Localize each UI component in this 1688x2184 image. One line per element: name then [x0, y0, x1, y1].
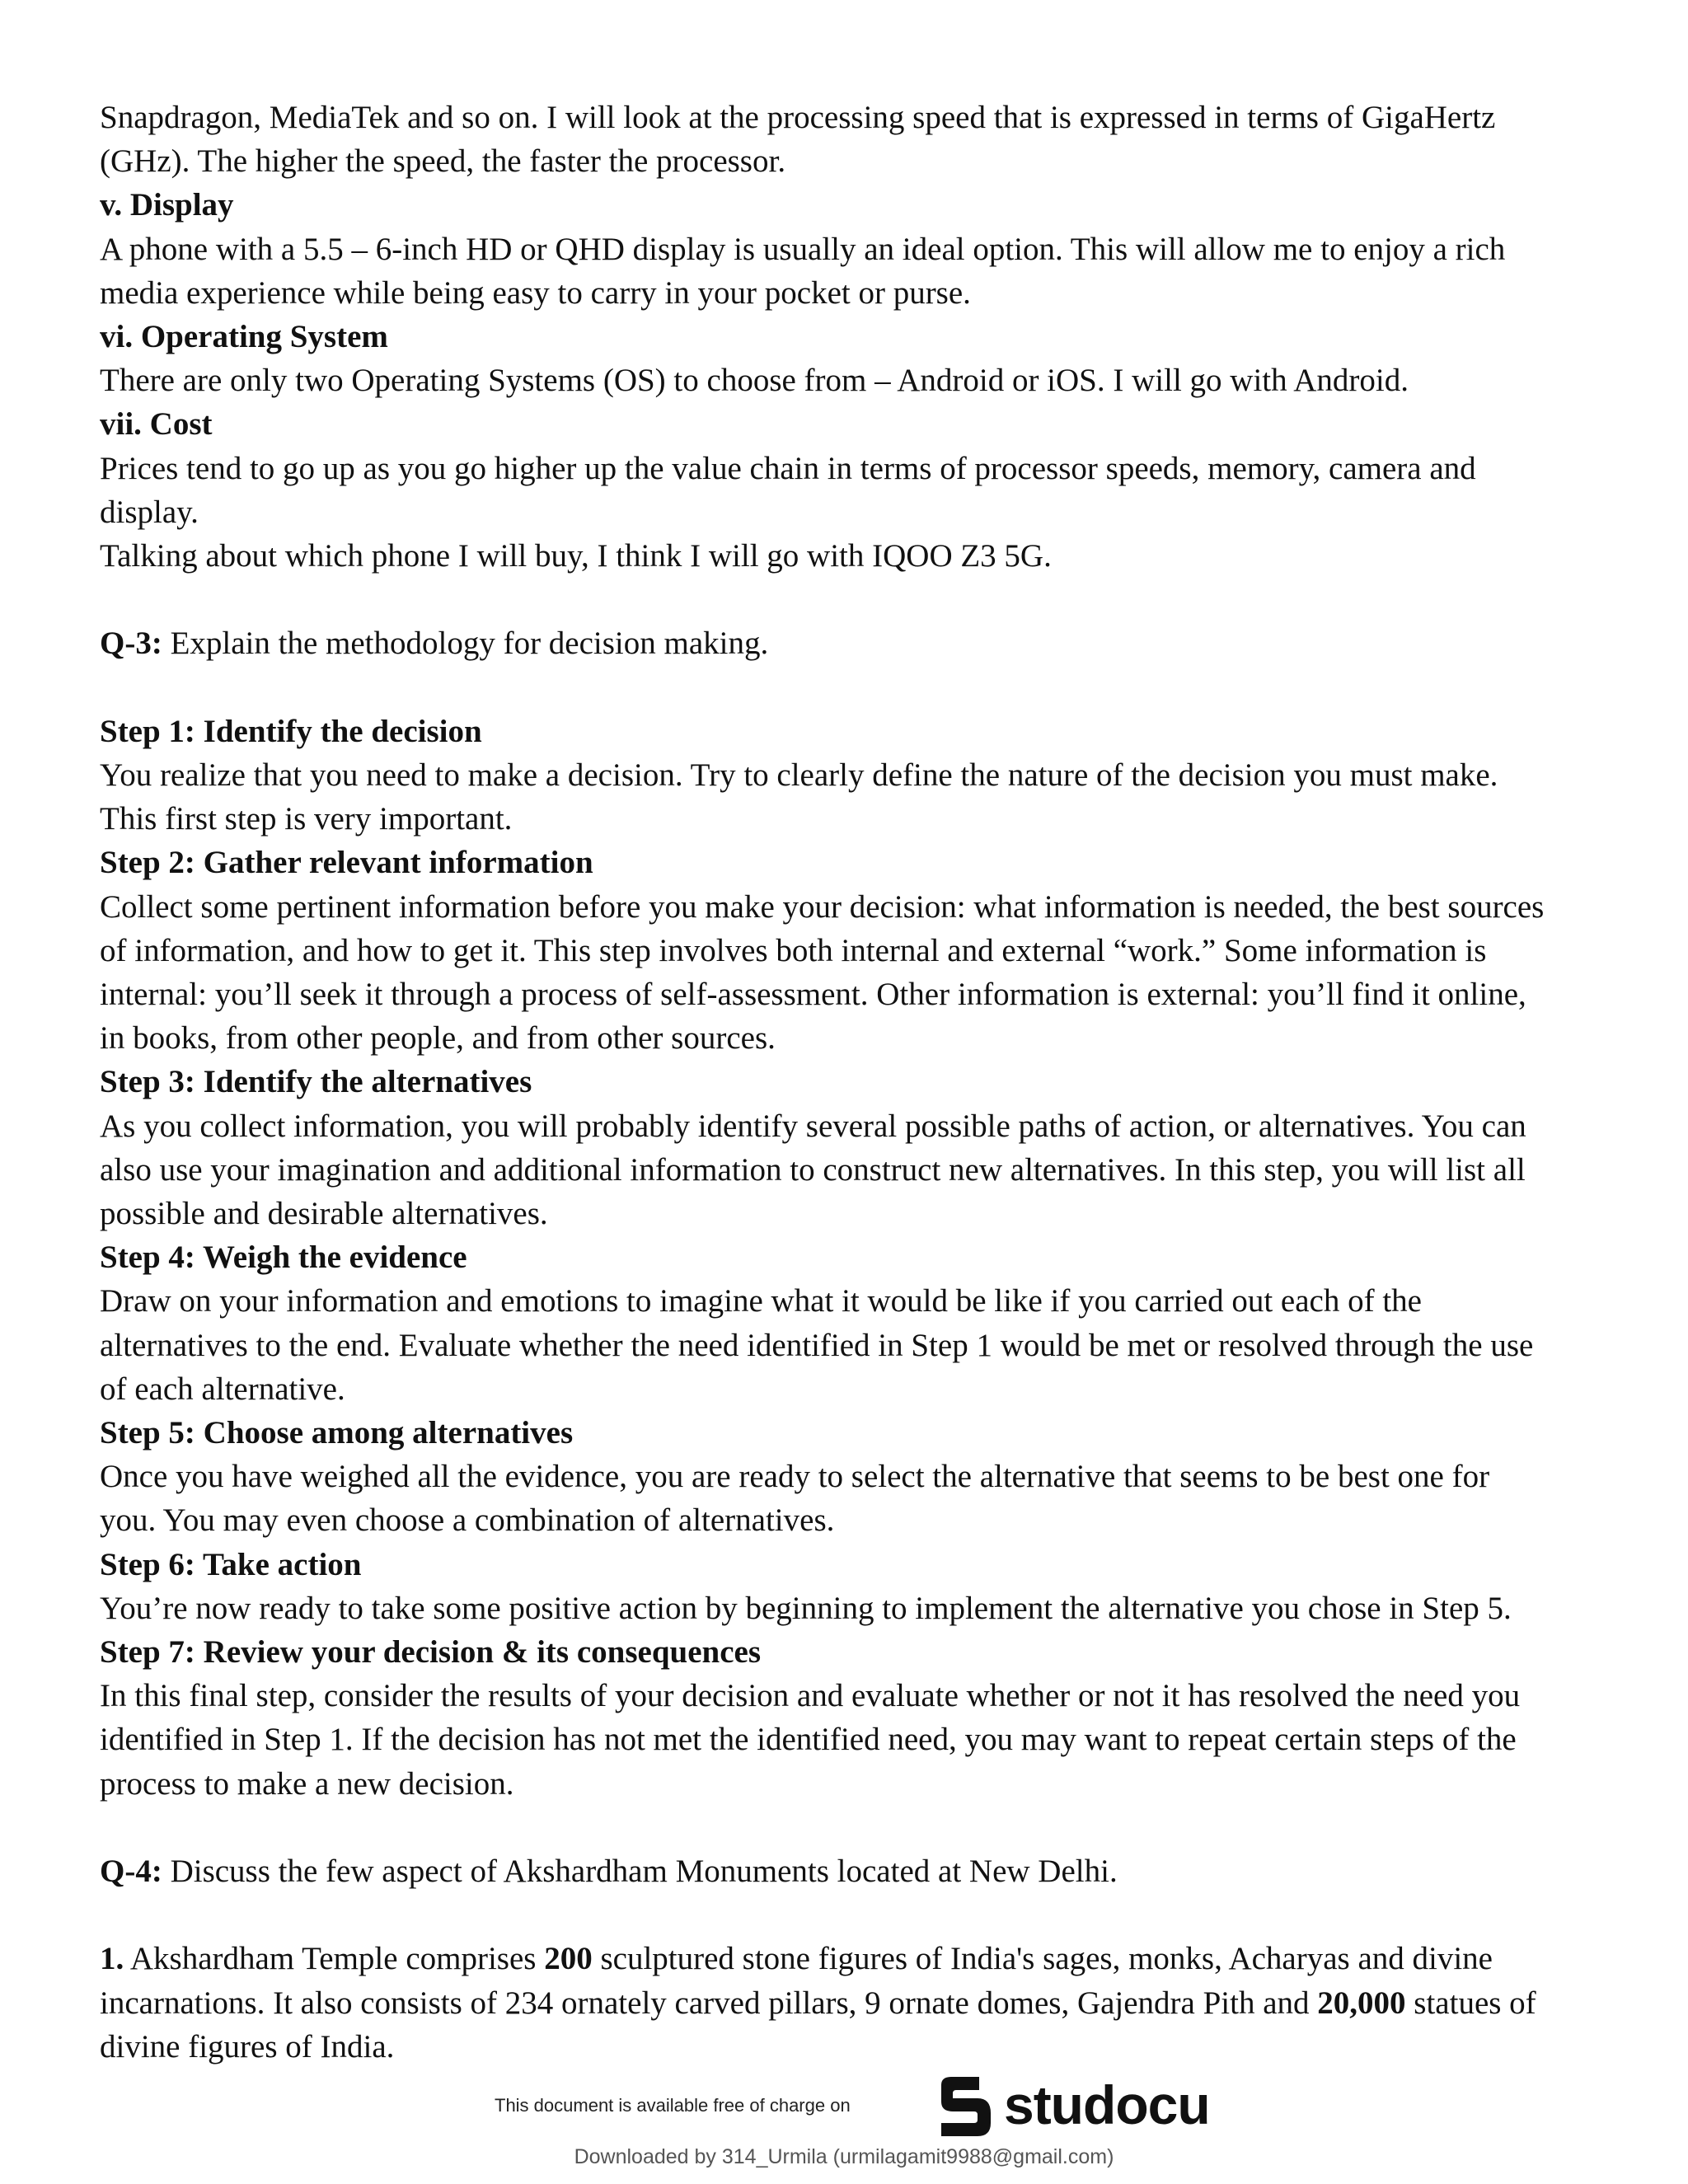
- section-heading-text: Step 4: Weigh the evidence: [100, 1240, 467, 1276]
- text-line: identified in Step 1. If the decision has not met the identified need, you may want to repeat certain steps of the: [100, 1722, 1517, 1758]
- text-line: alternatives to the end. Evaluate whether the need identified in Step 1 would be met or resolved through the use: [100, 1327, 1534, 1363]
- text-line: (GHz). The higher the speed, the faster the processor.: [100, 143, 786, 180]
- section-heading-text: Step 2: Gather relevant information: [100, 845, 593, 881]
- text-line: of information, and how to get it. This step involves both internal and external “work.” Some information is: [100, 932, 1487, 968]
- section-heading-text: v. Display: [100, 187, 234, 223]
- studocu-logo-text: studocu: [1004, 2074, 1210, 2135]
- footer-available-text: This document is available free of charge on: [495, 2095, 851, 2116]
- text-line: [100, 1937, 1608, 1980]
- text-line: possible and desirable alternatives.: [100, 1196, 548, 1232]
- text-line: in books, from other people, and from other sources.: [100, 1020, 776, 1057]
- section-heading-text: Step 7: Review your decision & its consequences: [100, 1634, 761, 1671]
- text-span: statues of: [1405, 1985, 1536, 2021]
- text-span: sculptured stone figures of India's sages, monks, Acharyas and divine: [592, 1941, 1493, 1977]
- text-line: also use your imagination and additional information to construct new alternatives. In this step, you will list all: [100, 1151, 1526, 1188]
- text-line: display.: [100, 494, 199, 530]
- text-line: This first step is very important.: [100, 801, 513, 837]
- text-line: Talking about which phone I will buy, I think I will go with IQOO Z3 5G.: [100, 538, 1052, 574]
- question-text: Discuss the few aspect of Akshardham Monuments located at New Delhi.: [162, 1854, 1118, 1890]
- blank-line: [100, 1806, 1608, 1849]
- text-line: [100, 1981, 1608, 2025]
- studocu-logo-icon: [930, 2072, 999, 2141]
- blank-line: [100, 578, 1608, 621]
- text-line: of each alternative.: [100, 1371, 345, 1407]
- text-line: There are only two Operating Systems (OS) to choose from – Android or iOS. I will go with Android.: [100, 363, 1409, 399]
- section-heading-text: Step 1: Identify the decision: [100, 713, 482, 749]
- text-line: Draw on your information and emotions to imagine what it would be like if you carried out each of the: [100, 1283, 1422, 1319]
- text-line: you. You may even choose a combination of alternatives.: [100, 1502, 835, 1539]
- text-line: Prices tend to go up as you go higher up the value chain in terms of processor speeds, memory, camera and: [100, 450, 1476, 486]
- section-heading-text: vii. Cost: [100, 406, 213, 443]
- question-text: Explain the methodology for decision making.: [162, 626, 769, 662]
- section-heading: [100, 1060, 1608, 1104]
- text-line: You’re now ready to take some positive action by beginning to implement the alternative you chose in Step 5.: [100, 1590, 1512, 1626]
- section-heading-text: Step 6: Take action: [100, 1546, 362, 1582]
- text-line: media experience while being easy to carry in your pocket or purse.: [100, 274, 971, 311]
- bold-text: 1.: [100, 1941, 124, 1977]
- blank-line: [100, 1893, 1608, 1937]
- text-line: A phone with a 5.5 – 6-inch HD or QHD display is usually an ideal option. This will allow me to enjoy a rich: [100, 231, 1506, 267]
- page-footer: [0, 2060, 1688, 2184]
- section-heading-text: Step 3: Identify the alternatives: [100, 1064, 532, 1100]
- question: [100, 621, 1608, 665]
- section-heading: [100, 710, 1608, 753]
- text-line: You realize that you need to make a decision. Try to clearly define the nature of the decision you must make.: [100, 757, 1498, 794]
- section-heading: [100, 1543, 1608, 1586]
- section-heading: [100, 1235, 1608, 1279]
- text-line: internal: you’ll seek it through a process of self-assessment. Other information is external: you’ll find it online,: [100, 977, 1526, 1013]
- section-heading: [100, 402, 1608, 446]
- text-line: process to make a new decision.: [100, 1765, 514, 1802]
- section-heading: [100, 183, 1608, 227]
- question: [100, 1849, 1608, 1893]
- section-heading-text: vi. Operating System: [100, 319, 388, 355]
- section-heading: [100, 1630, 1608, 1674]
- downloaded-by-text: Downloaded by 314_Urmila (urmilagamit9988@gmail.com): [574, 2145, 1114, 2168]
- text-line: In this final step, consider the results of your decision and evaluate whether or not it has resolved the need you: [100, 1678, 1521, 1714]
- text-line: Collect some pertinent information before you make your decision: what information is needed, the best sources: [100, 888, 1545, 925]
- text-span: incarnations. It also consists of 234 ornately carved pillars, 9 ornate domes, Gajendra Pith and: [100, 1985, 1318, 2021]
- text-span: Akshardham Temple comprises: [124, 1941, 545, 1977]
- text-line: As you collect information, you will probably identify several possible paths of action, or alternatives. You can: [100, 1108, 1526, 1144]
- question-label: Q-3:: [100, 626, 162, 662]
- question-label: Q-4:: [100, 1854, 162, 1890]
- bold-text: 20,000: [1317, 1985, 1406, 2021]
- document-body: [100, 96, 1608, 2069]
- section-heading: [100, 841, 1608, 884]
- bold-text: 200: [544, 1941, 593, 1977]
- text-line: divine figures of India.: [100, 2028, 395, 2064]
- section-heading-text: Step 5: Choose among alternatives: [100, 1415, 574, 1451]
- text-line: Once you have weighed all the evidence, you are ready to select the alternative that seems to be best one for: [100, 1459, 1490, 1495]
- section-heading: [100, 1411, 1608, 1455]
- blank-line: [100, 666, 1608, 710]
- section-heading: [100, 315, 1608, 359]
- text-line: Snapdragon, MediaTek and so on. I will look at the processing speed that is expressed in terms of GigaHertz: [100, 100, 1496, 135]
